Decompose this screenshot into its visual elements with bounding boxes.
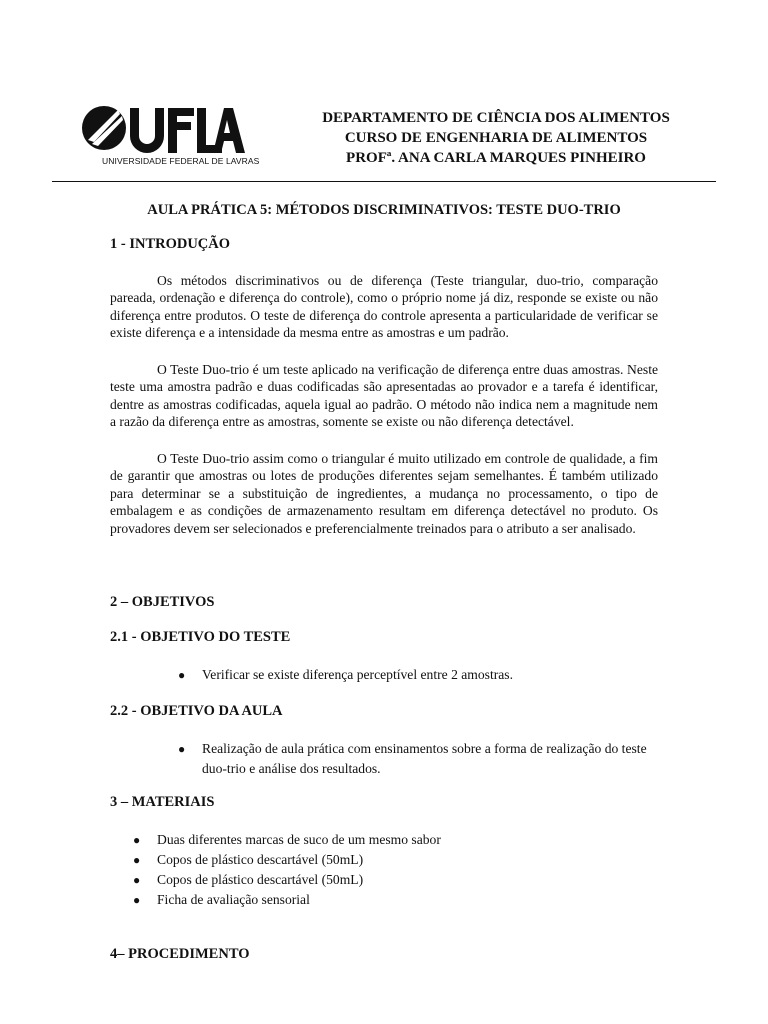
- professor-line: PROFª. ANA CARLA MARQUES PINHEIRO: [346, 150, 646, 166]
- subsection-heading-class-objective: 2.2 - OBJETIVO DA AULA: [110, 703, 283, 719]
- university-logo: [80, 100, 260, 168]
- bullet-icon: ●: [133, 873, 141, 887]
- list-item-text: Ficha de avaliação sensorial: [157, 892, 310, 907]
- intro-paragraph-2: O Teste Duo-trio é um teste aplicado na verificação de diferença entre duas amostras. Neste teste uma amostra padrão e duas codificadas são apresentadas ao provador e a tarefa é identificar, dentre as amostras codificadas, aquela igual ao padrão. O método não indica nem a magnitude nem a razão da diferença entre as amostras, somente se existe ou não diferença detectável.: [110, 362, 658, 430]
- section-heading-materials: 3 – MATERIAIS: [110, 794, 215, 810]
- ufla-logo-icon: [80, 100, 248, 156]
- list-item: [133, 870, 653, 890]
- list-item: [133, 890, 653, 910]
- bullet-icon: ●: [133, 893, 141, 907]
- intro-paragraph-3: O Teste Duo-trio assim como o triangular é muito utilizado em controle de qualidade, a fim de garantir que amostras ou lotes de produções diferentes sejam semelhantes. É também utilizado para determinar se a substituição de ingredientes, a mudança no processamento, o tipo de embalagem e as condições de armazenamento resultam em diferença detectável no produto. Os provadores devem ser selecionados e preferencialmente treinados para o atributo a ser analisado.: [110, 451, 658, 536]
- course-line: CURSO DE ENGENHARIA DE ALIMENTOS: [344, 130, 648, 146]
- header-divider: [52, 181, 716, 182]
- list-item: [133, 850, 653, 870]
- bullet-icon: ●: [133, 833, 141, 847]
- list-item-text: Realização de aula prática com ensinamentos sobre a forma de realização do teste duo-trio e análise dos resultados.: [202, 741, 647, 776]
- list-item-text: Copos de plástico descartável (50mL): [157, 852, 364, 867]
- list-item-text: Verificar se existe diferença perceptível entre 2 amostras.: [202, 667, 513, 682]
- section-heading-introduction: 1 - INTRODUÇÃO: [110, 236, 231, 252]
- section-heading-objectives: 2 – OBJETIVOS: [110, 594, 215, 610]
- document-title: AULA PRÁTICA 5: MÉTODOS DISCRIMINATIVOS: TESTE DUO-TRIO: [147, 202, 621, 218]
- list-item-text: Duas diferentes marcas de suco de um mesmo sabor: [157, 832, 441, 847]
- list-item-text: Copos de plástico descartável (50mL): [157, 872, 364, 887]
- list-item: [133, 830, 653, 850]
- subsection-heading-test-objective: 2.1 - OBJETIVO DO TESTE: [110, 629, 291, 645]
- bullet-icon: ●: [178, 668, 186, 682]
- bullet-icon: ●: [133, 853, 141, 867]
- section-heading-procedure: 4– PROCEDIMENTO: [110, 946, 250, 962]
- intro-paragraph-1: Os métodos discriminativos ou de diferença (Teste triangular, duo-trio, comparação pareada, ordenação e diferença do controle), como o próprio nome já diz, responde se existe ou não diferença entre produtos. O teste de diferença do controle apresenta a particularidade de verificar se existe diferença e a intensidade da mesma entre as amostras e um padrão.: [110, 273, 658, 341]
- department-header: [296, 108, 696, 168]
- department-line: DEPARTAMENTO DE CIÊNCIA DOS ALIMENTOS: [322, 110, 670, 126]
- list-item: [178, 739, 660, 779]
- bullet-icon: ●: [178, 742, 186, 756]
- list-item: [178, 665, 658, 685]
- logo-caption: UNIVERSIDADE FEDERAL DE LAVRAS: [102, 156, 260, 166]
